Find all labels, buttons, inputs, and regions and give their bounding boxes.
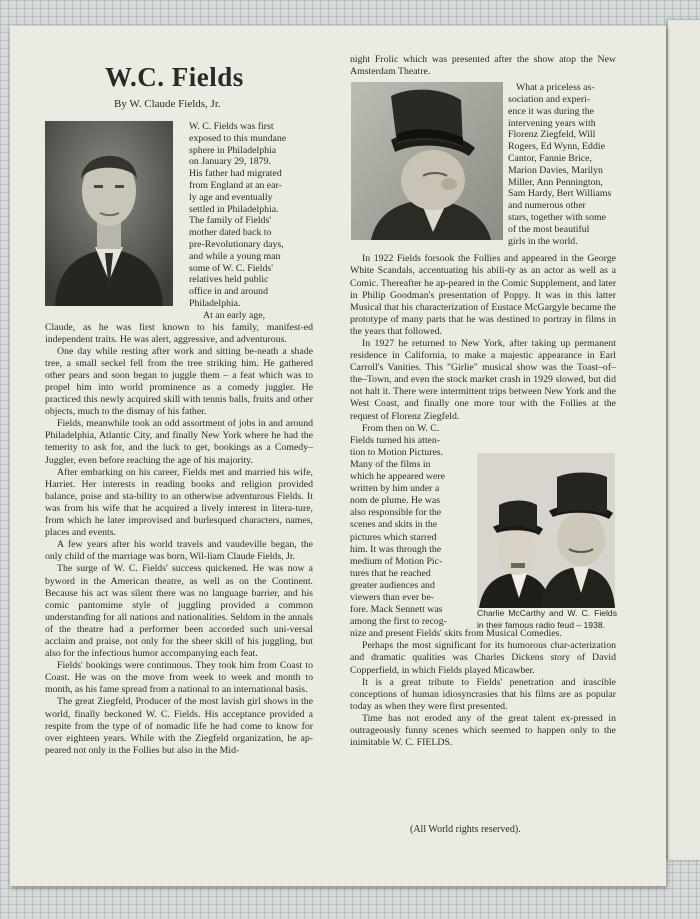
- birth-line: His father had migrated: [189, 168, 282, 180]
- motion-line: among the first to recog-: [350, 616, 447, 628]
- birth-line: pre-Revolutionary days,: [189, 238, 284, 250]
- motion-line: scenes and skits in the: [350, 519, 438, 531]
- association-line: and numerous other: [508, 200, 586, 212]
- association-line: Miller, Ann Pennington,: [508, 176, 603, 188]
- association-line: What a priceless as-: [516, 82, 595, 94]
- birth-line: settled in Philadelphia.: [189, 203, 279, 215]
- birth-line: from England at an ear-: [189, 179, 282, 191]
- paragraph-tribute: It is a great tribute to Fields' penetration and irascible conceptions of human idiosyncrasies that his films are as popular today as when they were first presented.: [350, 676, 616, 712]
- paragraph-motion-pictures: [350, 423, 472, 629]
- paragraph-bookings: Fields' bookings were continuous. They took him from Coast to Coast. He was on the move from week to week and month to month, as his fame spread from a national to an international basis.: [45, 660, 313, 696]
- paragraph-scandals: In 1922 Fields forsook the Follies and appeared in the George White Scandals, accentuating his abili-ty as an actor as well as a Comic. Thereafter he ap-peared in the Comic Supplement, and later in Philip Goodman's presentation of Poppy. It was in this latter Musical that his characterization of Eustace McGargyle became the prototype of many parts that he was destined to portray in films in the years that followed.: [350, 253, 616, 337]
- birth-line: exposed to this mundane: [189, 132, 287, 144]
- motion-line: tures that he reached: [350, 567, 431, 579]
- birth-line: office in and around: [189, 286, 268, 298]
- association-line: Florenz Ziegfeld, Will: [508, 129, 596, 141]
- motion-line: him. It was through the: [350, 543, 442, 555]
- motion-line: Many of the films in: [350, 458, 431, 470]
- birth-line: W. C. Fields was first: [189, 121, 274, 132]
- right-column: [350, 54, 616, 749]
- association-line: Rogers, Ed Wynn, Eddie: [508, 141, 605, 153]
- left-column: [45, 121, 313, 757]
- paragraph-marriage: After embarking on his career, Fields met and married his wife, Harriet. Her interests in reading books and religion provided balance, poise and sta-bility to an otherwise adventurous Fields. It was from his wife that he acquired a lively interest in litera-ture, from which he later improvised and burlesqued characters, names, places and events.: [45, 466, 313, 539]
- rights-footer: (All World rights reserved).: [410, 824, 521, 835]
- paragraph-son: A few years after his world travels and vaudeville began, the only child of the marriage was born, Wil-liam Claude Fields, Jr.: [45, 539, 313, 563]
- paragraph-birth: [189, 121, 313, 322]
- association-line: Sam Hardy, Bert Williams: [508, 188, 612, 200]
- early-age-line: At an early age,: [203, 309, 266, 321]
- paragraph-motion-end: nize and present Fields' skits from Musical Comedies.: [350, 628, 562, 640]
- motion-line: viewers than ever be-: [350, 591, 435, 603]
- motion-line: tion to Motion Pictures.: [350, 446, 444, 458]
- association-line: girls in the world.: [508, 235, 578, 247]
- association-line: ence it was during the: [508, 105, 594, 117]
- birth-line: on January 29, 1879.: [189, 156, 271, 168]
- association-line: of the most beautiful: [508, 223, 590, 235]
- motion-line: which he appeared were: [350, 471, 445, 483]
- motion-line: written by him under a: [350, 483, 440, 495]
- paragraph-talent: Time has not eroded any of the great talent ex-pressed in outrageously funny scenes which seemed to happen only to the inimitable W. C. FIELDS.: [350, 712, 616, 749]
- paragraph-early-age: Claude, as he was first known to his family, manifest-ed independent traits. He was alert, aggressive, and adventurous.: [45, 321, 313, 345]
- paragraph-success: The surge of W. C. Fields' success quickened. He was now a byword in the American theatre, as well as on the Continent. Because his act was silent there was no language barrier, and his comic pantomime style of juggling provided a common understanding for all nations and nationalities. Seldom in the annals of the theatre had a performer been accorded such uni-versal acclaim and praise, not only for the sheer skill of his juggling, but also for the infectious humor accompanying each feat.: [45, 563, 313, 660]
- motion-line: pictures which starred: [350, 531, 437, 543]
- paragraph-vanities: In 1927 he returned to New York, after taking up permanent residence in California, to make a majestic appearance in Earl Carroll's Vanities. This "Girlie" musical show was the Toast–of–the–Town, and even the stock market crash in 1929 slowed, but did not halt it. There were intermittent trips between New York and the West Coast, and finally one more tour with the Follies at the request of Florenz Ziegfeld.: [350, 338, 616, 422]
- association-line: Cantor, Fannie Brice,: [508, 152, 592, 164]
- magazine-page: [10, 26, 666, 886]
- paragraph-copperfield: Perhaps the most significant for its humorous char-acterization and dramatic qualities was Charles Dickens story of David Copperfield, in which Fields played Micawber.: [350, 640, 616, 676]
- paragraph-juggling: One day while resting after work and sitting be-neath a shade tree, a small seckel fell from the tree striking him. He gathered other pears and soon began to juggle them – a feat which was to propel him into world prominence as a comedy juggler. He practiced this newly acquired skill with tennis balls, fruits and other objects, much to the dismay of his father.: [45, 345, 313, 418]
- motion-line: From then on W. C.: [362, 422, 440, 434]
- birth-line: mother dated back to: [189, 227, 272, 239]
- motion-line: Fields turned his atten-: [350, 434, 441, 446]
- birth-line: sphere in Philadelphia: [189, 144, 277, 156]
- birth-line: ly age and eventually: [189, 191, 273, 203]
- paragraph-jobs: Fields, meanwhile took an odd assortment of jobs in and around Philadelphia, Atlantic City, and finally New York where he had the temerity to ask for, and the luck to get, bookings as a Comedy–Juggler, even before reaching the age of his majority.: [45, 418, 313, 466]
- paragraph-association: [508, 82, 616, 247]
- birth-line: The family of Fields': [189, 215, 272, 227]
- birth-line: some of W. C. Fields': [189, 262, 273, 274]
- photo-caption: Charlie McCarthy and W. C. Fields in their famous radio feud – 1938.: [477, 608, 617, 630]
- paragraph-midnight-frolic: night Frolic which was presented after the show atop the New Amsterdam Theatre.: [350, 54, 616, 78]
- motion-line: medium of Motion Pic-: [350, 555, 443, 567]
- article-title: W.C. Fields: [105, 62, 244, 92]
- association-line: stars, together with some: [508, 211, 606, 223]
- motion-line: also responsible for the: [350, 507, 442, 519]
- motion-line: greater audiences and: [350, 579, 435, 591]
- association-line: Marion Davies, Marilyn: [508, 164, 603, 176]
- byline: By W. Claude Fields, Jr.: [114, 98, 221, 110]
- paragraph-ziegfeld: The great Ziegfeld, Producer of the most lavish girl shows in the world, finally beckoned W. C. Fields. His acceptance provided a respite from the type of of nomadic life he had come to know for over eighteen years. While with the Ziegfeld organization, he ap-peared not only in the Follies but also in the Mid-: [45, 696, 313, 756]
- association-line: sociation and experi-: [508, 93, 591, 105]
- birth-line: Philadelphia.: [189, 297, 241, 309]
- motion-line: fore. Mack Sennett was: [350, 604, 443, 616]
- association-line: intervening years with: [508, 117, 596, 129]
- birth-line: relatives held public: [189, 274, 269, 286]
- motion-line: nom de plume. He was: [350, 495, 441, 507]
- next-page-edge: [668, 20, 700, 860]
- birth-line: and while a young man: [189, 250, 281, 262]
